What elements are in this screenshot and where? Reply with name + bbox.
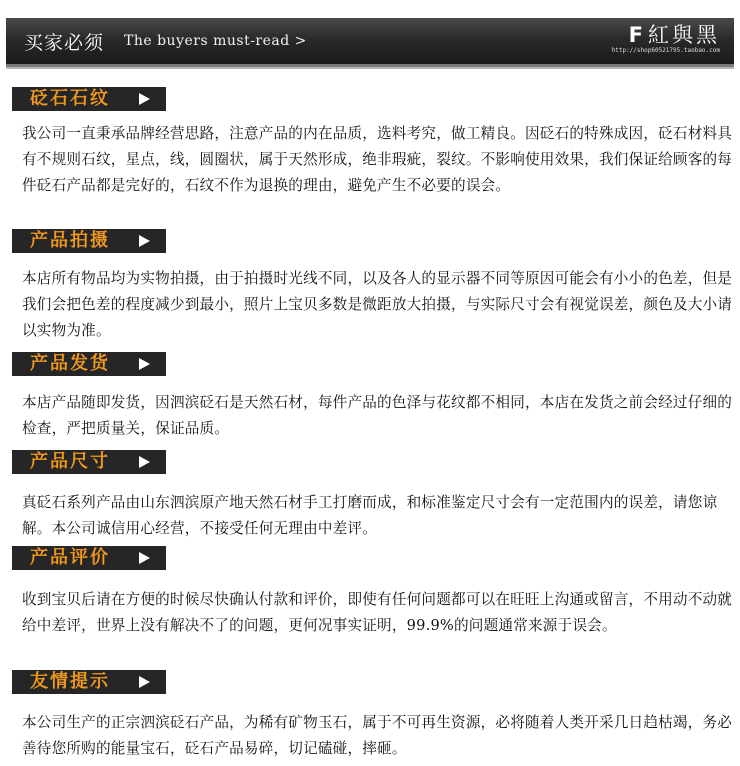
section-text-photography: 本店所有物品均为实物拍摄，由于拍摄时光线不同，以及各人的显示器不同等原因可能会有小小的色差，但是我们会把色差的程度减少到最小，照片上宝贝多数是微距放大拍摄，与实际尺寸会有视觉误差，颜色及大小请以实物为准。 [22, 270, 733, 339]
play-arrow-icon [139, 676, 150, 688]
brand-name: 紅與黑 [648, 23, 720, 47]
section-heading-size [12, 450, 166, 474]
section-heading-stone-texture [12, 87, 166, 111]
section-heading-label: 产品尺寸 [30, 451, 110, 472]
brand-url: http://shop60521795.taobao.com [611, 47, 720, 54]
header-banner [6, 18, 734, 67]
section-text-shipping: 本店产品随即发货，因泗滨砭石是天然石材，每件产品的色泽与花纹都不相同，本店在发货之前会经过仔细的检查，严把质量关，保证品质。 [22, 394, 733, 437]
section-heading-label: 友情提示 [30, 671, 110, 692]
play-arrow-icon [139, 456, 150, 468]
section-heading-photography [12, 229, 166, 253]
section-heading-reviews [12, 546, 166, 570]
play-arrow-icon [139, 93, 150, 105]
brand-logo [612, 23, 720, 55]
section-text-tips: 本公司生产的正宗泗滨砭石产品，为稀有矿物玉石，属于不可再生资源，必将随着人类开采几日趋枯竭，务必善待您所购的能量宝石，砭石产品易碎，切记磕碰，摔砸。 [22, 714, 733, 757]
section-heading-shipping [12, 352, 166, 376]
play-arrow-icon [139, 235, 150, 247]
play-arrow-icon [139, 552, 150, 564]
section-heading-label: 产品拍摄 [30, 230, 110, 251]
section-heading-label: 砭石石纹 [30, 88, 110, 109]
section-heading-label: 产品发货 [30, 353, 110, 374]
play-arrow-icon [139, 358, 150, 370]
section-text-size: 真砭石系列产品由山东泗滨原产地天然石材手工打磨而成，和标准鉴定尺寸会有一定范围内的误差，请您谅解。本公司诚信用心经营，不接受任何无理由中差评。 [22, 494, 718, 537]
section-text-reviews: 收到宝贝后请在方便的时候尽快确认付款和评价，即使有任何问题都可以在旺旺上沟通或留言，不用动不动就给中差评，世界上没有解决不了的问题，更何况事实证明，99.9%的问题通常来源于误会。 [22, 591, 733, 634]
section-heading-label: 产品评价 [30, 547, 110, 568]
section-text-stone-texture: 我公司一直秉承品牌经营思路，注意产品的内在品质，选料考究，做工精良。因砭石的特殊成因，砭石材料具有不规则石纹，星点，线，圆圈状，属于天然形成，绝非瑕疵，裂纹。不影响使用效果，我们保证给顾客的每件砭石产品都是完好的，石纹不作为退换的理由，避免产生不必要的误会。 [22, 125, 733, 194]
section-heading-tips [12, 670, 166, 694]
banner-title-en: The buyers must-read > [124, 33, 307, 49]
brand-letter: F [628, 23, 646, 47]
banner-title-cn: 买家必须 [24, 32, 105, 54]
